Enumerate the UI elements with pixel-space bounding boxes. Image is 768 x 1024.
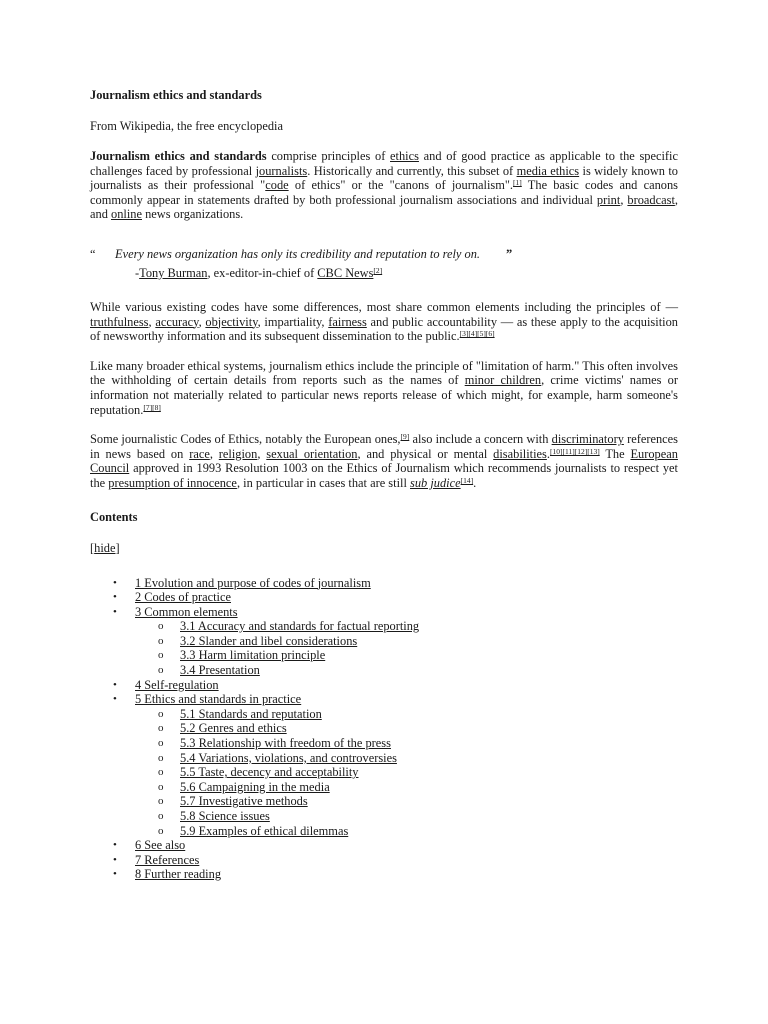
toc-subitem: [90, 707, 678, 722]
toc-subitem: [90, 648, 678, 663]
toc-link-1[interactable]: 1 Evolution and purpose of codes of journalism: [135, 575, 371, 590]
bullet-icon: •: [113, 853, 117, 866]
toc-link-5[interactable]: 5 Ethics and standards in practice: [135, 692, 302, 707]
toc-link-5-9[interactable]: 5.9 Examples of ethical dilemmas: [180, 823, 349, 838]
toc-item: [90, 605, 678, 678]
toc-subitem: [90, 663, 678, 678]
ref-2[interactable]: [2]: [373, 265, 383, 275]
link-cbc-news[interactable]: CBC News: [317, 265, 374, 280]
page-subtitle: From Wikipedia, the free encyclopedia: [90, 119, 283, 133]
bullet-icon: •: [113, 693, 117, 706]
link-sexual-orientation[interactable]: sexual orientation: [266, 446, 358, 461]
toc-link-6[interactable]: 6 See also: [135, 838, 186, 853]
circle-bullet-icon: o: [158, 795, 164, 808]
text: The basic codes and canons commonly appear in statements drafted by both professional journalism associations and individual: [90, 178, 678, 207]
text: , in particular in cases that are still: [236, 475, 411, 490]
text: also include a concern with: [409, 432, 552, 447]
link-race[interactable]: race: [189, 446, 210, 461]
text: , crime victims' names or information not materially related to particular news reports release of which might, for example, harm someone's reputation.: [90, 373, 678, 417]
text: , impartiality,: [257, 314, 329, 329]
ref-1[interactable]: [1]: [513, 178, 522, 188]
text: ,: [620, 192, 628, 207]
toc-item: [90, 867, 678, 882]
toc-item: [90, 576, 678, 591]
circle-bullet-icon: o: [158, 780, 164, 793]
ref-14[interactable]: [14]: [460, 475, 474, 485]
toc-item: [90, 678, 678, 693]
link-fairness[interactable]: fairness: [328, 314, 367, 329]
circle-bullet-icon: o: [158, 751, 164, 764]
toc-subitem: [90, 824, 678, 839]
circle-bullet-icon: o: [158, 737, 164, 750]
toc-link-2[interactable]: 2 Codes of practice: [135, 590, 231, 605]
link-european-council[interactable]: European Council: [90, 446, 678, 476]
circle-bullet-icon: o: [158, 766, 164, 779]
discrimination-paragraph: [90, 432, 678, 490]
toc-item: [90, 590, 678, 605]
text: ,: [148, 314, 156, 329]
quote-text: Every news organization has only its credibility and reputation to rely on.: [115, 246, 481, 261]
text: comprise principles of: [266, 149, 391, 163]
link-presumption-of-innocence[interactable]: presumption of innocence: [108, 475, 237, 490]
toc-item: [90, 692, 678, 838]
circle-bullet-icon: o: [158, 722, 164, 735]
bracket: [: [90, 540, 95, 555]
toc-link-8[interactable]: 8 Further reading: [135, 867, 222, 882]
contents-heading: Contents: [90, 509, 138, 524]
article: [90, 88, 678, 882]
circle-bullet-icon: o: [158, 620, 164, 633]
toc-link-5-7[interactable]: 5.7 Investigative methods: [180, 794, 308, 809]
circle-bullet-icon: o: [158, 810, 164, 822]
circle-bullet-icon: o: [158, 634, 164, 647]
close-quote-mark: ”: [506, 246, 513, 261]
toc-link-3-4[interactable]: 3.4 Presentation: [180, 663, 260, 678]
text: -: [135, 265, 140, 280]
page-title: Journalism ethics and standards: [90, 88, 262, 102]
toc-subitem: [90, 780, 678, 795]
link-minor-children[interactable]: minor children: [464, 373, 542, 388]
link-code[interactable]: code: [265, 178, 289, 193]
toc-subitem: [90, 736, 678, 751]
link-sub-judice[interactable]: sub judice: [410, 475, 461, 490]
harm-paragraph: [90, 359, 678, 417]
toc-link-3-1[interactable]: 3.1 Accuracy and standards for factual reporting: [180, 619, 420, 634]
toc-link-5-2[interactable]: 5.2 Genres and ethics: [180, 721, 287, 736]
toc-subitem: [90, 809, 678, 824]
toc-link-5-5[interactable]: 5.5 Taste, decency and acceptability: [180, 765, 359, 780]
link-religion[interactable]: religion: [218, 446, 258, 461]
toc-item: [90, 853, 678, 868]
text: Some journalistic Codes of Ethics, notably the European ones,: [90, 432, 401, 447]
text: news organizations.: [141, 207, 244, 222]
toc-link-5-1[interactable]: 5.1 Standards and reputation: [180, 706, 322, 721]
circle-bullet-icon: o: [158, 664, 164, 677]
text: and public accountability — as these apply to the acquisition of newsworthy information and its subsequent dissemination to the public.: [90, 314, 678, 344]
text: While various existing codes have some differences, most share common elements including the principles of —: [90, 299, 678, 314]
hide-toggle-link[interactable]: hide: [94, 540, 116, 555]
text: , and physical or mental: [357, 446, 494, 461]
table-of-contents: [90, 576, 678, 882]
text: , and: [90, 192, 678, 222]
link-journalists[interactable]: journalists: [255, 163, 308, 178]
text: Like many broader ethical systems, journalism ethics include the principle of "limitation of harm." This often involves the withholding of certain details from reports such as the names of: [90, 358, 678, 388]
bullet-icon: •: [113, 868, 117, 881]
toc-link-3-2[interactable]: 3.2 Slander and libel considerations: [180, 633, 358, 648]
toc-subitem: [90, 619, 678, 634]
link-media-ethics[interactable]: media ethics: [516, 163, 580, 178]
toc-subitem: [90, 765, 678, 780]
text: .: [546, 446, 550, 461]
toc-link-7[interactable]: 7 References: [135, 852, 200, 867]
toc-subitem: [90, 794, 678, 809]
text: of ethics" or the "canons of journalism".: [288, 178, 514, 193]
text: . Historically and currently, this subset of: [307, 163, 517, 178]
bullet-icon: •: [113, 678, 117, 691]
toc-subitem: [90, 751, 678, 766]
ref-9[interactable]: [9]: [400, 432, 410, 442]
text: and of good practice as applicable to the specific challenges faced by professional: [90, 149, 678, 178]
link-disabilities[interactable]: disabilities: [493, 446, 547, 461]
bullet-icon: •: [113, 839, 117, 852]
text: approved in 1993 Resolution 1003 on the Ethics of Journalism which recommends journalists to respect yet the: [90, 461, 678, 490]
link-broadcast[interactable]: broadcast: [627, 192, 675, 207]
toc-subitem: [90, 721, 678, 736]
toc-item: [90, 838, 678, 853]
circle-bullet-icon: o: [158, 649, 164, 662]
toc-subitem: [90, 634, 678, 649]
toc-link-5-6[interactable]: 5.6 Campaigning in the media: [180, 779, 330, 794]
bullet-icon: •: [113, 576, 117, 589]
toc-link-5-8[interactable]: 5.8 Science issues: [180, 809, 270, 823]
text: references in news based on: [90, 432, 678, 461]
toc-link-4[interactable]: 4 Self-regulation: [135, 677, 219, 692]
text: , ex-editor-in-chief of: [207, 265, 318, 280]
ref-10-13[interactable]: [10][11][12][13]: [549, 446, 600, 456]
link-online[interactable]: online: [111, 207, 142, 222]
bracket: ]: [115, 540, 120, 555]
text: ,: [257, 446, 267, 461]
link-objectivity[interactable]: objectivity: [205, 314, 258, 329]
link-print[interactable]: print: [596, 192, 621, 207]
circle-bullet-icon: o: [158, 707, 164, 720]
principles-paragraph: [90, 300, 678, 344]
link-ethics[interactable]: ethics: [390, 149, 419, 163]
text: ,: [209, 446, 219, 461]
link-tony-burman[interactable]: Tony Burman: [139, 265, 208, 280]
toc-link-5-4[interactable]: 5.4 Variations, violations, and controversies: [180, 750, 397, 765]
ref-7-8[interactable]: [7][8]: [143, 402, 161, 412]
text: is widely known to journalists as their professional ": [90, 163, 678, 193]
link-accuracy[interactable]: accuracy: [155, 314, 199, 329]
pull-quote: [90, 247, 678, 262]
intro-bold-term: Journalism ethics and standards: [90, 149, 267, 163]
toc-toggle: [90, 541, 678, 556]
toc-link-3-3[interactable]: 3.3 Harm limitation principle: [180, 648, 326, 663]
text: The: [599, 446, 631, 461]
bullet-icon: •: [113, 591, 117, 604]
link-discriminatory[interactable]: discriminatory: [551, 432, 624, 447]
toc-link-5-3[interactable]: 5.3 Relationship with freedom of the press: [180, 736, 391, 751]
toc-sublist: [135, 619, 678, 677]
text: ,: [198, 314, 206, 329]
toc-link-3[interactable]: 3 Common elements: [135, 604, 238, 619]
link-truthfulness[interactable]: truthfulness: [90, 314, 149, 329]
bullet-icon: •: [113, 605, 117, 618]
toc-sublist: [135, 707, 678, 838]
open-quote-mark: “: [90, 246, 96, 261]
ref-3-6[interactable]: [3][4][5][6]: [459, 329, 495, 339]
intro-paragraph: [90, 149, 678, 222]
circle-bullet-icon: o: [158, 824, 164, 837]
text: .: [473, 475, 477, 490]
quote-attribution: [90, 266, 678, 281]
